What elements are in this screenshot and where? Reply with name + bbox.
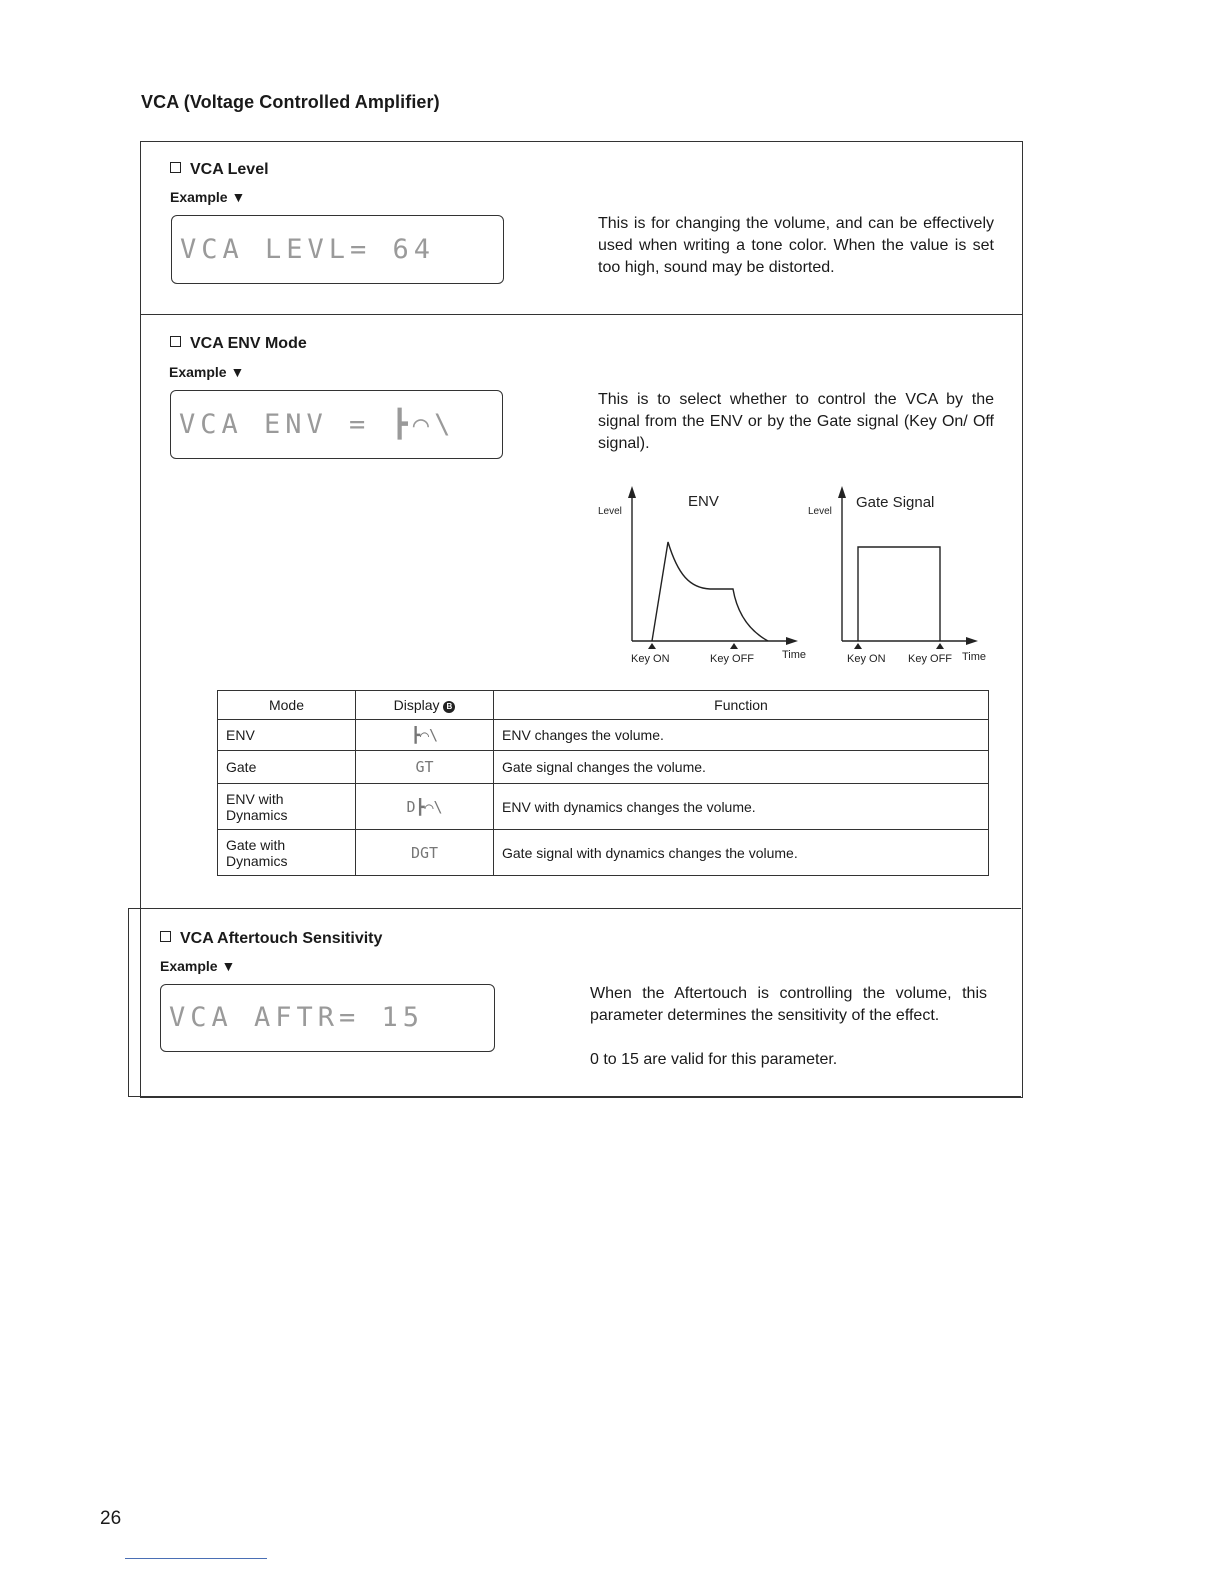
gate-key-on-marker bbox=[854, 643, 862, 649]
env-x-axis-arrow bbox=[786, 637, 798, 645]
checkbox-square-icon bbox=[170, 336, 181, 347]
lcd-display bbox=[171, 215, 504, 284]
gate-x-label: Time bbox=[962, 651, 987, 663]
section-heading-vca-aftertouch bbox=[160, 930, 382, 948]
lcd-display bbox=[160, 984, 495, 1052]
frame-bottom-edge bbox=[128, 1096, 1021, 1097]
example-label: Example ▼ bbox=[160, 958, 236, 974]
gate-key-on-label: Key ON bbox=[847, 653, 886, 665]
env-gate-diagram bbox=[590, 480, 1000, 670]
table-row bbox=[218, 720, 989, 751]
row-function: Gate signal changes the volume. bbox=[494, 751, 989, 784]
valid-range-text: 0 to 15 are valid for this parameter. bbox=[590, 1051, 838, 1068]
lcd-text: VCA LEVL= 64 bbox=[180, 234, 436, 265]
footer-rule bbox=[125, 1558, 267, 1559]
checkbox-square-icon bbox=[170, 162, 181, 173]
frame-left-edge bbox=[128, 908, 129, 1097]
header-display-text: Display bbox=[393, 697, 440, 713]
header-display bbox=[356, 691, 494, 720]
row-function: ENV changes the volume. bbox=[494, 720, 989, 751]
env-y-label: Level bbox=[598, 506, 622, 517]
env-key-off-marker bbox=[730, 643, 738, 649]
row-display: DGT bbox=[356, 830, 494, 876]
row-mode: Gate with Dynamics bbox=[218, 830, 356, 876]
row-display: ┣⌒\ bbox=[356, 720, 494, 751]
gate-curve bbox=[858, 547, 940, 641]
row-mode: ENV with Dynamics bbox=[218, 784, 356, 830]
heading-text: VCA Aftertouch Sensitivity bbox=[180, 930, 383, 947]
mode-table bbox=[217, 690, 989, 876]
page-title: VCA (Voltage Controlled Amplifier) bbox=[141, 92, 440, 112]
gate-key-off-marker bbox=[936, 643, 944, 649]
description-text: When the Aftertouch is controlling the volume, this parameter determines the sensitivity of the effect. bbox=[590, 985, 987, 1024]
row-display: GT bbox=[356, 751, 494, 784]
row-function: ENV with dynamics changes the volume. bbox=[494, 784, 989, 830]
row-display: D┣⌒\ bbox=[356, 784, 494, 830]
header-mode: Mode bbox=[218, 691, 356, 720]
row-function: Gate signal with dynamics changes the volume. bbox=[494, 830, 989, 876]
env-title: ENV bbox=[688, 493, 719, 510]
gate-x-axis-arrow bbox=[966, 637, 978, 645]
lcd-display bbox=[170, 390, 503, 459]
description-text: This is to select whether to control the VCA by the signal from the ENV or by the Gate signal (Key On/ Off signal). bbox=[598, 391, 994, 452]
gate-y-axis-arrow bbox=[838, 486, 846, 498]
env-key-on-marker bbox=[648, 643, 656, 649]
env-x-label: Time bbox=[782, 649, 807, 661]
table-header-row bbox=[218, 691, 989, 720]
section-heading-vca-level bbox=[170, 161, 269, 179]
gate-y-label: Level bbox=[808, 506, 832, 517]
checkbox-square-icon bbox=[160, 931, 171, 942]
row-mode: Gate bbox=[218, 751, 356, 784]
section-divider bbox=[140, 314, 1022, 315]
header-function: Function bbox=[494, 691, 989, 720]
env-key-off-label: Key OFF bbox=[710, 653, 755, 665]
env-key-on-label: Key ON bbox=[631, 653, 670, 665]
row-mode: ENV bbox=[218, 720, 356, 751]
heading-text: VCA Level bbox=[190, 161, 269, 178]
lcd-text: VCA ENV = ┣⌒\ bbox=[179, 409, 456, 440]
description-text: This is for changing the volume, and can be effectively used when writing a tone color. When the value is set too high, sound may be distorted. bbox=[598, 215, 994, 276]
gate-title: Gate Signal bbox=[856, 494, 935, 511]
heading-text: VCA ENV Mode bbox=[190, 335, 307, 352]
page-number: 26 bbox=[100, 1508, 122, 1529]
gate-key-off-label: Key OFF bbox=[908, 653, 953, 665]
table-row bbox=[218, 830, 989, 876]
example-label: Example ▼ bbox=[169, 364, 245, 380]
table-row bbox=[218, 751, 989, 784]
section-divider bbox=[128, 908, 1021, 909]
env-y-axis-arrow bbox=[628, 486, 636, 498]
lcd-text: VCA AFTR= 15 bbox=[169, 1002, 425, 1033]
circled-reference-icon: B bbox=[443, 701, 455, 713]
table-row bbox=[218, 784, 989, 830]
env-curve bbox=[652, 542, 768, 641]
example-label: Example ▼ bbox=[170, 189, 246, 205]
section-heading-vca-env-mode bbox=[170, 335, 307, 353]
